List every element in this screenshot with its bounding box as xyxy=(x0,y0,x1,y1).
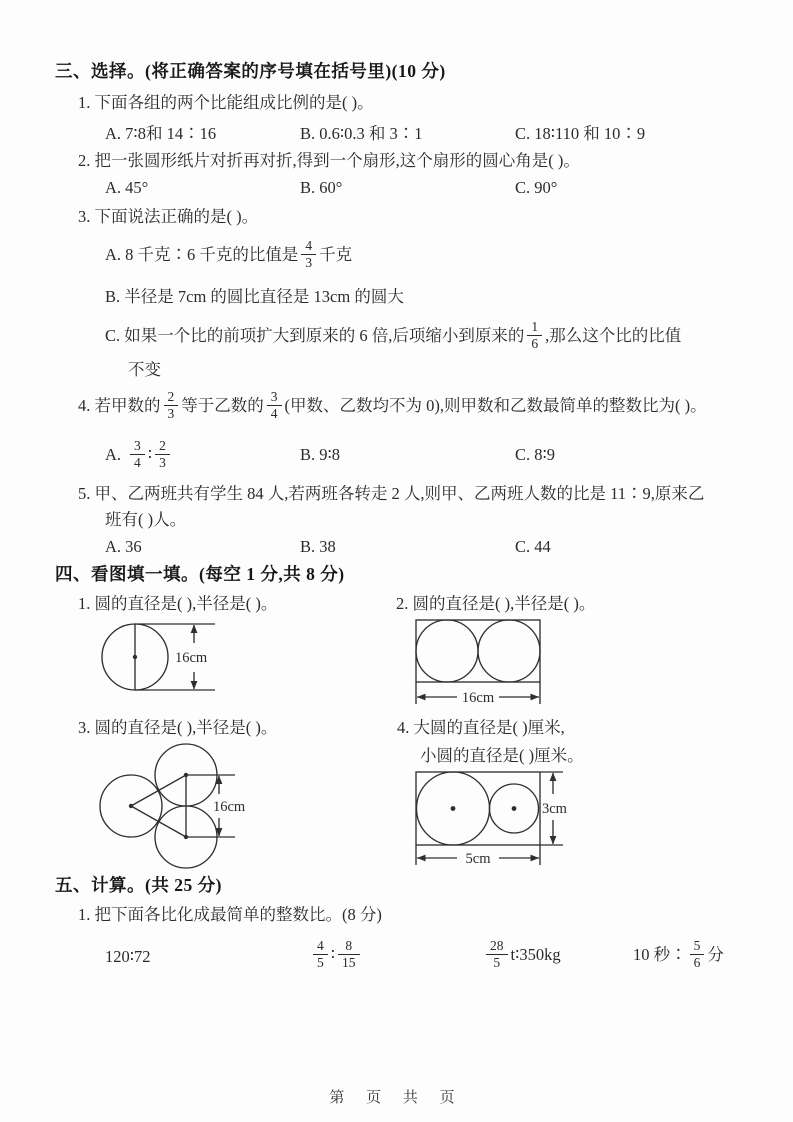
s3-q1-options xyxy=(105,120,645,144)
s5-expr1: 120∶72 xyxy=(105,947,151,966)
s3-q1-option-a: A. 7∶8和 14∶16 xyxy=(105,124,217,143)
ratio-colon: ∶ xyxy=(330,945,336,964)
s3-q5-option-a: A. 36 xyxy=(105,537,142,556)
s3-q2-text: 2. 把一张圆形纸片对折再对折,得到一个扇形,这个扇形的圆心角是( )。 xyxy=(78,151,580,170)
s5-expr3-post: t∶350kg xyxy=(510,945,561,964)
fig4-big-small-circles-diagram xyxy=(413,768,583,870)
s3-q3-option-c-post: ,那么这个比的比值 xyxy=(545,326,682,345)
s3-q1-text: 1. 下面各组的两个比能组成比例的是( )。 xyxy=(78,93,374,112)
s5-q1-text: 1. 把下面各比化成最简单的整数比。(8 分) xyxy=(78,905,382,924)
s3-q5-option-b: B. 38 xyxy=(300,537,336,556)
s3-q5-line2: 班有( )人。 xyxy=(105,510,187,529)
s4-q1-text: 1. 圆的直径是( ),半径是( )。 xyxy=(78,594,278,613)
s5-expr2 xyxy=(310,932,363,978)
s5-expr3 xyxy=(483,932,561,978)
s3-q5-line1: 5. 甲、乙两班共有学生 84 人,若两班各转走 2 人,则甲、乙两班人数的比是 11∶9,原来乙 xyxy=(78,484,705,503)
s4-q4-line2: 小圆的直径是( )厘米。 xyxy=(420,746,584,765)
s3-q2-option-b: B. 60° xyxy=(300,178,343,197)
ratio-colon: ∶ xyxy=(147,445,153,464)
s5-expr4-post: 分 xyxy=(707,945,724,964)
fraction-8-15: $\frac{8}{15}$ xyxy=(338,938,360,970)
fig2-dimension-label: 16cm xyxy=(461,690,495,706)
fig1-dimension-label: 16cm xyxy=(175,650,208,666)
fig3-dimension-label: 16cm xyxy=(213,799,246,815)
s3-q4-options xyxy=(105,432,555,478)
s3-q5-options xyxy=(105,537,551,557)
page-footer: 第 页 共 页 xyxy=(329,1090,464,1106)
s3-q4-option-c: C. 8∶9 xyxy=(515,445,556,464)
fig4-width-label: 5cm xyxy=(465,851,491,867)
s3-q3-option-c xyxy=(105,313,681,359)
s3-q2-options xyxy=(105,178,557,198)
s3-q4-option-b: B. 9∶8 xyxy=(300,445,341,464)
s3-q3-option-c-pre: C. 如果一个比的前项扩大到原来的 6 倍,后项缩小到原来的 xyxy=(105,326,525,345)
fig2-two-circles-rectangle-diagram xyxy=(413,612,553,712)
fig4-height-label: 3cm xyxy=(542,801,567,817)
fraction-2-3: $\frac{2}{3}$ xyxy=(164,389,179,421)
s4-q2-text: 2. 圆的直径是( ),半径是( )。 xyxy=(396,594,596,613)
fig1-circle-diagram xyxy=(95,615,225,700)
section3-heading: 三、选择。(将正确答案的序号填在括号里)(10 分) xyxy=(55,61,446,81)
s3-q2-option-a: A. 45° xyxy=(105,178,149,197)
s3-q4-mid: 等于乙数的 xyxy=(181,396,264,415)
s3-q5-option-c: C. 44 xyxy=(515,537,551,556)
s3-q3-option-c-line2: 不变 xyxy=(128,360,161,379)
fraction-2-3: $\frac{2}{3}$ xyxy=(155,438,170,470)
s4-q3-text: 3. 圆的直径是( ),半径是( )。 xyxy=(78,718,278,737)
fraction-3-4: $\frac{3}{4}$ xyxy=(267,389,282,421)
s3-q4-post: (甲数、乙数均不为 0),则甲数和乙数最简单的整数比为( )。 xyxy=(284,396,707,415)
s4-q4-line1: 4. 大圆的直径是( )厘米, xyxy=(397,718,565,737)
fig4-arrowheads xyxy=(417,773,556,862)
s3-q3-option-a xyxy=(105,232,352,278)
s3-q4-option-a-label: A. xyxy=(105,445,122,464)
s3-q4-pre: 4. 若甲数的 xyxy=(78,396,161,415)
fraction-28-5: $\frac{28}{5}$ xyxy=(486,938,508,970)
fraction-1-6: $\frac{1}{6}$ xyxy=(527,319,542,351)
s3-q4-text xyxy=(78,383,707,429)
section5-heading: 五、计算。(共 25 分) xyxy=(55,875,222,895)
s3-q1-option-b: B. 0.6∶0.3 和 3∶1 xyxy=(300,124,423,143)
fig3-arrowheads xyxy=(129,773,223,839)
fraction-4-3: $\frac{4}{3}$ xyxy=(301,238,316,270)
fig3-three-circles-diagram xyxy=(95,738,260,878)
section4-heading: 四、看图填一填。(每空 1 分,共 8 分) xyxy=(55,564,345,584)
s3-q3-text: 3. 下面说法正确的是( )。 xyxy=(78,207,259,226)
s3-q1-option-c: C. 18∶110 和 10∶9 xyxy=(515,124,646,143)
s5-expr4 xyxy=(633,932,724,978)
s3-q3-option-a-post: 千克 xyxy=(319,245,353,264)
fraction-3-4: $\frac{3}{4}$ xyxy=(130,438,145,470)
s3-q4-option-a xyxy=(105,432,300,478)
s3-q2-option-c: C. 90° xyxy=(515,178,558,197)
s5-expr4-pre: 10 秒∶ xyxy=(633,945,687,964)
fraction-4-5: $\frac{4}{5}$ xyxy=(313,938,328,970)
fraction-5-6: $\frac{5}{6}$ xyxy=(690,938,705,970)
s3-q3-option-b: B. 半径是 7cm 的圆比直径是 13cm 的圆大 xyxy=(105,287,404,306)
s3-q3-option-a-pre: A. 8 千克∶6 千克的比值是 xyxy=(105,245,299,264)
